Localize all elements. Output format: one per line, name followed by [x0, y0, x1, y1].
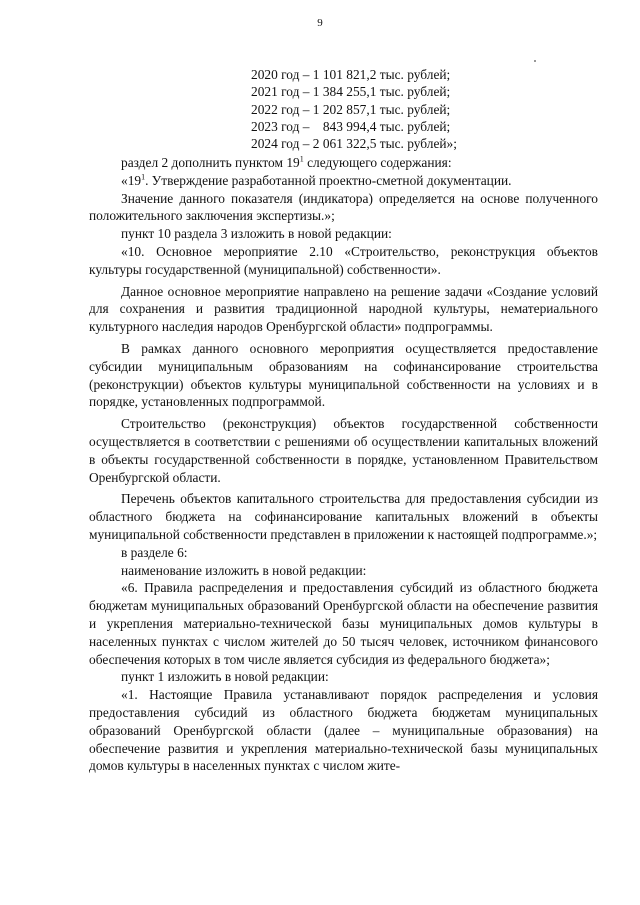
- paragraph-measure-2-10: «10. Основное мероприятие 2.10 «Строительство, реконструкция объектов культуры государственной (муниципальной) собственности».: [89, 243, 598, 277]
- page-number: 9: [317, 17, 323, 29]
- paragraph-rules-title: «6. Правила распределения и предоставления субсидий из областного бюджета бюджетам муниципальных образований Оренбургской области на обеспечение развития и укрепления материально-технической базы муниципальных домов культуры в населенных пунктах с числом жителей до 50 тысяч человек, источником финансового обеспечения которых в том числе является субсидия из федерального бюджета»;: [89, 580, 598, 667]
- paragraph-point-1-intro: пункт 1 изложить в новой редакции:: [121, 669, 329, 685]
- budget-year-2023: 2023 год – 843 994,4 тыс. рублей;: [251, 118, 451, 134]
- paragraph-indicator-value: Значение данного показателя (индикатора) определяется на основе полученного положительного заключения экспертизы.»;: [89, 190, 598, 224]
- budget-by-year-list: [251, 66, 457, 152]
- scan-speck: [534, 60, 536, 62]
- paragraph-point-1-text: «1. Настоящие Правила устанавливают порядок распределения и условия предоставления субсидий из областного бюджета бюджетам муниципальных образований Оренбургской области (далее – муниципальные образования) на обеспечение развития и укрепления материально-технической базы муниципальных домов культуры в населенных пунктах с числом жите-: [89, 687, 598, 774]
- paragraph-title-new-edition: наименование изложить в новой редакции:: [121, 562, 367, 578]
- paragraph-item-19-1: «$19^1$. Утверждение разработанной проектно-сметной документации.: [121, 172, 512, 188]
- budget-year-2021: 2021 год – 1 384 255,1 тыс. рублей;: [251, 84, 451, 100]
- paragraph-state-construction: Строительство (реконструкция) объектов государственной собственности осуществляется в соответствии с решениями об осуществлении капитальных вложений в объекты государственной собственности в порядке, установленном Правительством Оренбургской области.: [89, 416, 598, 485]
- paragraph-objects-list: Перечень объектов капитального строительства для предоставления субсидии из областного бюджета на софинансирование капитальных вложений в объекты муниципальной собственности представлен в приложении к настоящей подпрограмме.»;: [89, 491, 598, 542]
- paragraph-point-10-intro: пункт 10 раздела 3 изложить в новой редакции:: [121, 226, 392, 242]
- budget-year-2024: 2024 год – 2 061 322,5 тыс. рублей»;: [251, 136, 457, 152]
- paragraph-subsidy-provision: В рамках данного основного мероприятия осуществляется предоставление субсидии муниципальным образованиям на софинансирование строительства (реконструкции) объектов культуры муниципальной собственности на условиях и в порядке, установленных подпрограммой.: [89, 340, 598, 410]
- paragraph-section-6: в разделе 6:: [121, 544, 188, 560]
- document-body: [89, 154, 598, 775]
- budget-year-2020: 2020 год – 1 101 821,2 тыс. рублей;: [251, 67, 451, 82]
- budget-year-2022: 2022 год – 1 202 857,1 тыс. рублей;: [251, 101, 451, 117]
- paragraph-section-2-amend: раздел 2 дополнить пунктом $19^1$ следующего содержания:: [121, 154, 452, 170]
- paragraph-measure-goal: Данное основное мероприятие направлено на решение задачи «Создание условий для сохранения и развития традиционной народной культуры, нематериального культурного наследия народов Оренбургской области» подпрограммы.: [89, 283, 598, 335]
